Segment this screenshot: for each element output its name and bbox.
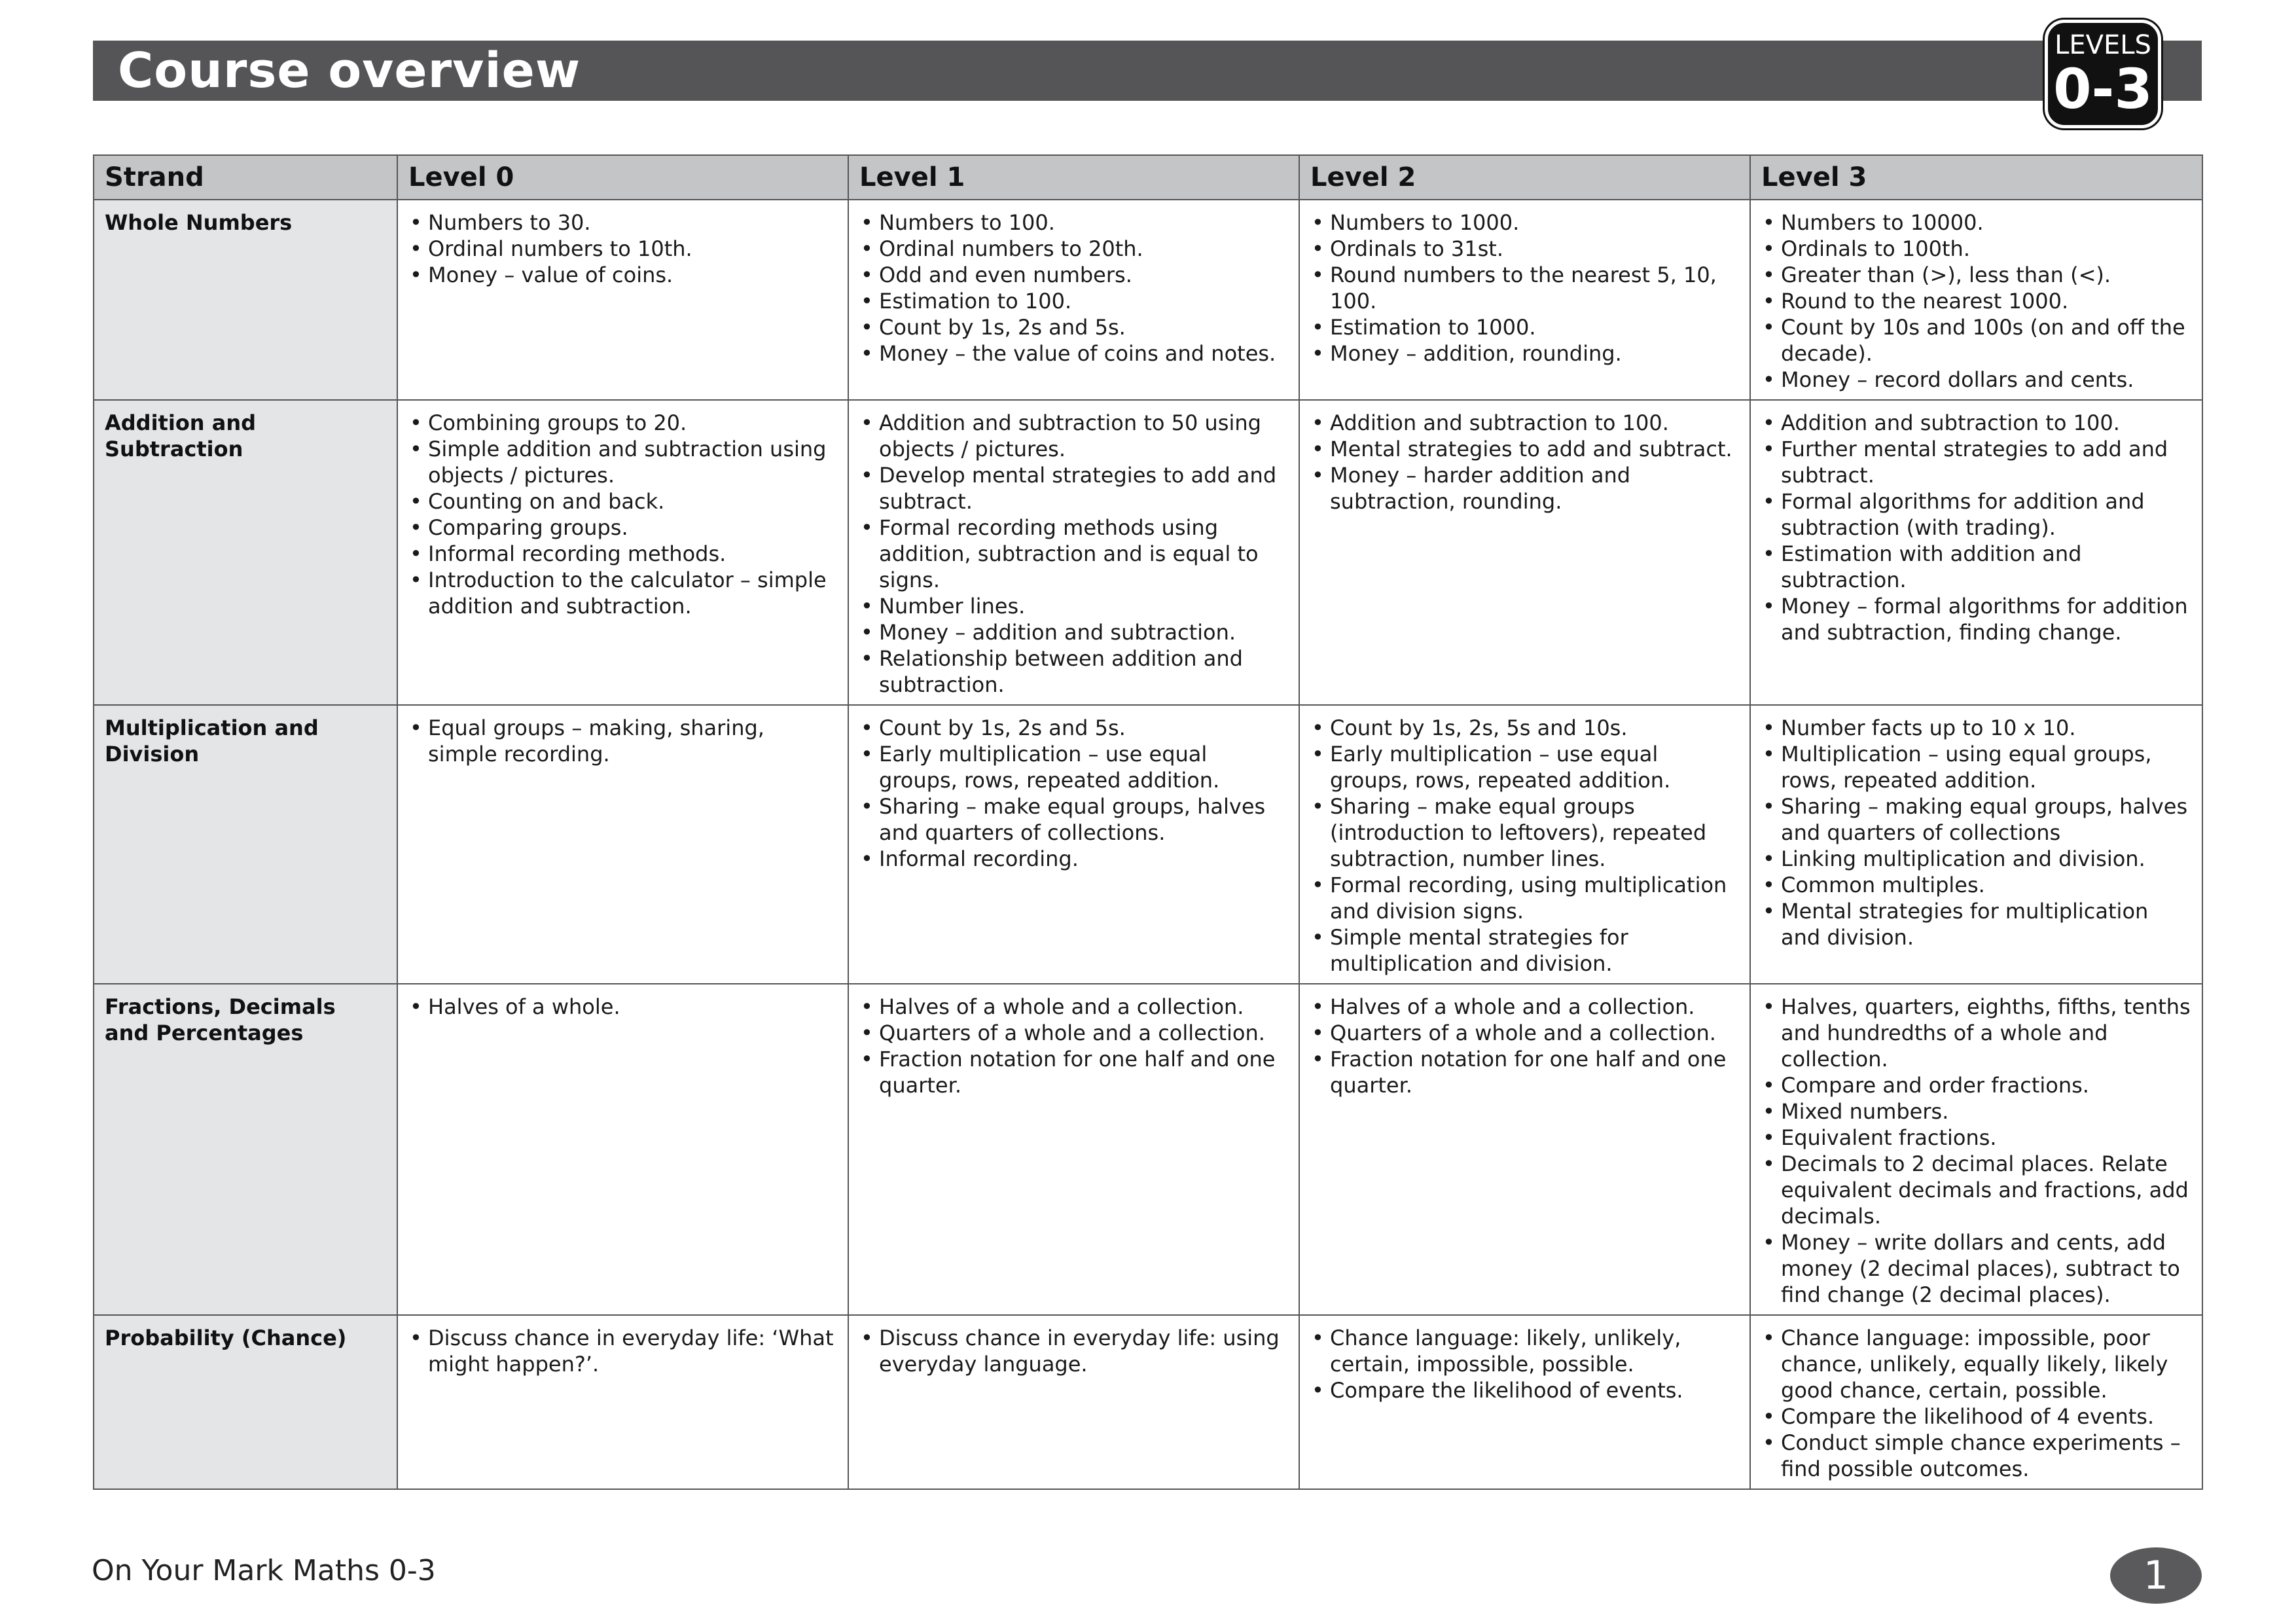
strand-cell: Addition and Subtraction bbox=[94, 400, 397, 705]
list-item: • Quarters of a whole and a collection. bbox=[861, 1020, 1289, 1046]
level-cell bbox=[397, 1315, 848, 1489]
title-bar bbox=[93, 41, 2202, 101]
list-item: • Number lines. bbox=[861, 593, 1289, 619]
bullet-list bbox=[1312, 209, 1740, 367]
bullet-list bbox=[1763, 1325, 2193, 1482]
bullet-list bbox=[1763, 209, 2193, 393]
list-item: • Informal recording. bbox=[861, 846, 1289, 872]
list-item: • Compare the likelihood of events. bbox=[1312, 1377, 1740, 1403]
strand-cell: Whole Numbers bbox=[94, 200, 397, 400]
list-item: • Estimation to 100. bbox=[861, 288, 1289, 314]
table-row bbox=[94, 984, 2202, 1315]
list-item: • Money – write dollars and cents, add money (2 decimal places), subtract to find change (2 decimal places). bbox=[1763, 1229, 2193, 1308]
level-cell bbox=[848, 200, 1299, 400]
bullet-list bbox=[1763, 994, 2193, 1308]
list-item: • Count by 1s, 2s and 5s. bbox=[861, 314, 1289, 340]
list-item: • Compare the likelihood of 4 events. bbox=[1763, 1403, 2193, 1430]
level-cell bbox=[848, 984, 1299, 1315]
levels-badge bbox=[2045, 20, 2161, 128]
list-item: • Compare and order fractions. bbox=[1763, 1072, 2193, 1098]
list-item: • Number facts up to 10 x 10. bbox=[1763, 715, 2193, 741]
page-number: 1 bbox=[2110, 1547, 2202, 1604]
list-item: • Simple addition and subtraction using objects / pictures. bbox=[410, 436, 838, 488]
list-item: • Halves of a whole and a collection. bbox=[1312, 994, 1740, 1020]
list-item: • Common multiples. bbox=[1763, 872, 2193, 898]
level-cell bbox=[1750, 200, 2202, 400]
list-item: • Money – addition, rounding. bbox=[1312, 340, 1740, 367]
table-row bbox=[94, 400, 2202, 705]
column-header: Strand bbox=[94, 155, 397, 200]
level-cell bbox=[1750, 705, 2202, 984]
list-item: • Multiplication – using equal groups, rows, repeated addition. bbox=[1763, 741, 2193, 793]
course-overview-table bbox=[93, 154, 2203, 1490]
list-item: • Formal recording methods using addition, subtraction and is equal to signs. bbox=[861, 514, 1289, 593]
list-item: • Addition and subtraction to 50 using objects / pictures. bbox=[861, 410, 1289, 462]
list-item: • Money – value of coins. bbox=[410, 262, 838, 288]
table-row bbox=[94, 200, 2202, 400]
list-item: • Round numbers to the nearest 5, 10, 100. bbox=[1312, 262, 1740, 314]
bullet-list bbox=[861, 1325, 1289, 1377]
bullet-list bbox=[1312, 1325, 1740, 1403]
list-item: • Greater than (>), less than (<). bbox=[1763, 262, 2193, 288]
level-cell bbox=[848, 705, 1299, 984]
list-item: • Numbers to 100. bbox=[861, 209, 1289, 236]
list-item: • Further mental strategies to add and subtract. bbox=[1763, 436, 2193, 488]
bullet-list bbox=[1763, 715, 2193, 950]
bullet-list bbox=[861, 994, 1289, 1098]
list-item: • Round to the nearest 1000. bbox=[1763, 288, 2193, 314]
bullet-list bbox=[410, 715, 838, 767]
list-item: • Estimation to 1000. bbox=[1312, 314, 1740, 340]
list-item: • Count by 1s, 2s and 5s. bbox=[861, 715, 1289, 741]
strand-cell: Probability (Chance) bbox=[94, 1315, 397, 1489]
list-item: • Combining groups to 20. bbox=[410, 410, 838, 436]
list-item: • Relationship between addition and subtraction. bbox=[861, 645, 1289, 698]
bullet-list bbox=[410, 994, 838, 1020]
strand-cell: Fractions, Decimals and Percentages bbox=[94, 984, 397, 1315]
bullet-list bbox=[1312, 994, 1740, 1098]
level-cell bbox=[1299, 200, 1750, 400]
list-item: • Fraction notation for one half and one quarter. bbox=[1312, 1046, 1740, 1098]
bullet-list bbox=[410, 1325, 838, 1377]
level-cell bbox=[848, 400, 1299, 705]
list-item: • Discuss chance in everyday life: using everyday language. bbox=[861, 1325, 1289, 1377]
strand-cell: Multiplication and Division bbox=[94, 705, 397, 984]
level-cell bbox=[397, 400, 848, 705]
list-item: • Linking multiplication and division. bbox=[1763, 846, 2193, 872]
bullet-list bbox=[1312, 715, 1740, 977]
list-item: • Mixed numbers. bbox=[1763, 1098, 2193, 1125]
list-item: • Develop mental strategies to add and subtract. bbox=[861, 462, 1289, 514]
list-item: • Money – harder addition and subtraction, rounding. bbox=[1312, 462, 1740, 514]
column-header: Level 1 bbox=[848, 155, 1299, 200]
levels-badge-label: LEVELS bbox=[2054, 30, 2151, 60]
list-item: • Quarters of a whole and a collection. bbox=[1312, 1020, 1740, 1046]
level-cell bbox=[1750, 984, 2202, 1315]
list-item: • Numbers to 1000. bbox=[1312, 209, 1740, 236]
list-item: • Money – the value of coins and notes. bbox=[861, 340, 1289, 367]
bullet-list bbox=[410, 209, 838, 288]
page-title: Course overview bbox=[118, 43, 581, 99]
list-item: • Addition and subtraction to 100. bbox=[1312, 410, 1740, 436]
bullet-list bbox=[861, 410, 1289, 698]
list-item: • Early multiplication – use equal groups, rows, repeated addition. bbox=[861, 741, 1289, 793]
table-row bbox=[94, 705, 2202, 984]
list-item: • Introduction to the calculator – simple addition and subtraction. bbox=[410, 567, 838, 619]
levels-badge-range: 0-3 bbox=[2053, 57, 2153, 121]
list-item: • Fraction notation for one half and one quarter. bbox=[861, 1046, 1289, 1098]
list-item: • Decimals to 2 decimal places. Relate equivalent decimals and fractions, add decimals. bbox=[1763, 1151, 2193, 1229]
level-cell bbox=[1299, 1315, 1750, 1489]
list-item: • Numbers to 30. bbox=[410, 209, 838, 236]
list-item: • Halves of a whole. bbox=[410, 994, 838, 1020]
level-cell bbox=[1750, 400, 2202, 705]
list-item: • Discuss chance in everyday life: ‘What might happen?’. bbox=[410, 1325, 838, 1377]
list-item: • Ordinals to 31st. bbox=[1312, 236, 1740, 262]
level-cell bbox=[397, 705, 848, 984]
list-item: • Count by 1s, 2s, 5s and 10s. bbox=[1312, 715, 1740, 741]
list-item: • Money – addition and subtraction. bbox=[861, 619, 1289, 645]
list-item: • Chance language: impossible, poor chance, unlikely, equally likely, likely good chance, certain, possible. bbox=[1763, 1325, 2193, 1403]
list-item: • Sharing – make equal groups (introduction to leftovers), repeated subtraction, number lines. bbox=[1312, 793, 1740, 872]
table-row bbox=[94, 1315, 2202, 1489]
bullet-list bbox=[1312, 410, 1740, 514]
list-item: • Chance language: likely, unlikely, certain, impossible, possible. bbox=[1312, 1325, 1740, 1377]
list-item: • Equal groups – making, sharing, simple recording. bbox=[410, 715, 838, 767]
list-item: • Addition and subtraction to 100. bbox=[1763, 410, 2193, 436]
bullet-list bbox=[861, 715, 1289, 872]
column-header: Level 0 bbox=[397, 155, 848, 200]
list-item: • Counting on and back. bbox=[410, 488, 838, 514]
list-item: • Halves, quarters, eighths, fifths, tenths and hundredths of a whole and collection. bbox=[1763, 994, 2193, 1072]
level-cell bbox=[1750, 1315, 2202, 1489]
list-item: • Conduct simple chance experiments – find possible outcomes. bbox=[1763, 1430, 2193, 1482]
level-cell bbox=[397, 984, 848, 1315]
list-item: • Estimation with addition and subtraction. bbox=[1763, 541, 2193, 593]
column-header: Level 2 bbox=[1299, 155, 1750, 200]
list-item: • Odd and even numbers. bbox=[861, 262, 1289, 288]
list-item: • Simple mental strategies for multiplication and division. bbox=[1312, 924, 1740, 977]
bullet-list bbox=[861, 209, 1289, 367]
list-item: • Mental strategies to add and subtract. bbox=[1312, 436, 1740, 462]
table-header bbox=[94, 155, 2202, 200]
list-item: • Numbers to 10000. bbox=[1763, 209, 2193, 236]
list-item: • Equivalent fractions. bbox=[1763, 1125, 2193, 1151]
list-item: • Sharing – making equal groups, halves and quarters of collections bbox=[1763, 793, 2193, 846]
bullet-list bbox=[410, 410, 838, 619]
list-item: • Informal recording methods. bbox=[410, 541, 838, 567]
level-cell bbox=[397, 200, 848, 400]
bullet-list bbox=[1763, 410, 2193, 645]
list-item: • Ordinal numbers to 20th. bbox=[861, 236, 1289, 262]
header-row bbox=[94, 155, 2202, 200]
list-item: • Halves of a whole and a collection. bbox=[861, 994, 1289, 1020]
list-item: • Comparing groups. bbox=[410, 514, 838, 541]
list-item: • Count by 10s and 100s (on and off the decade). bbox=[1763, 314, 2193, 367]
list-item: • Ordinal numbers to 10th. bbox=[410, 236, 838, 262]
list-item: • Formal recording, using multiplication and division signs. bbox=[1312, 872, 1740, 924]
list-item: • Ordinals to 100th. bbox=[1763, 236, 2193, 262]
list-item: • Formal algorithms for addition and subtraction (with trading). bbox=[1763, 488, 2193, 541]
list-item: • Mental strategies for multiplication and division. bbox=[1763, 898, 2193, 950]
column-header: Level 3 bbox=[1750, 155, 2202, 200]
list-item: • Early multiplication – use equal groups, rows, repeated addition. bbox=[1312, 741, 1740, 793]
level-cell bbox=[1299, 984, 1750, 1315]
level-cell bbox=[1299, 705, 1750, 984]
level-cell bbox=[848, 1315, 1299, 1489]
level-cell bbox=[1299, 400, 1750, 705]
list-item: • Money – record dollars and cents. bbox=[1763, 367, 2193, 393]
table-body bbox=[94, 200, 2202, 1489]
footer-book-title: On Your Mark Maths 0-3 bbox=[92, 1554, 436, 1587]
list-item: • Sharing – make equal groups, halves and quarters of collections. bbox=[861, 793, 1289, 846]
list-item: • Money – formal algorithms for addition and subtraction, finding change. bbox=[1763, 593, 2193, 645]
